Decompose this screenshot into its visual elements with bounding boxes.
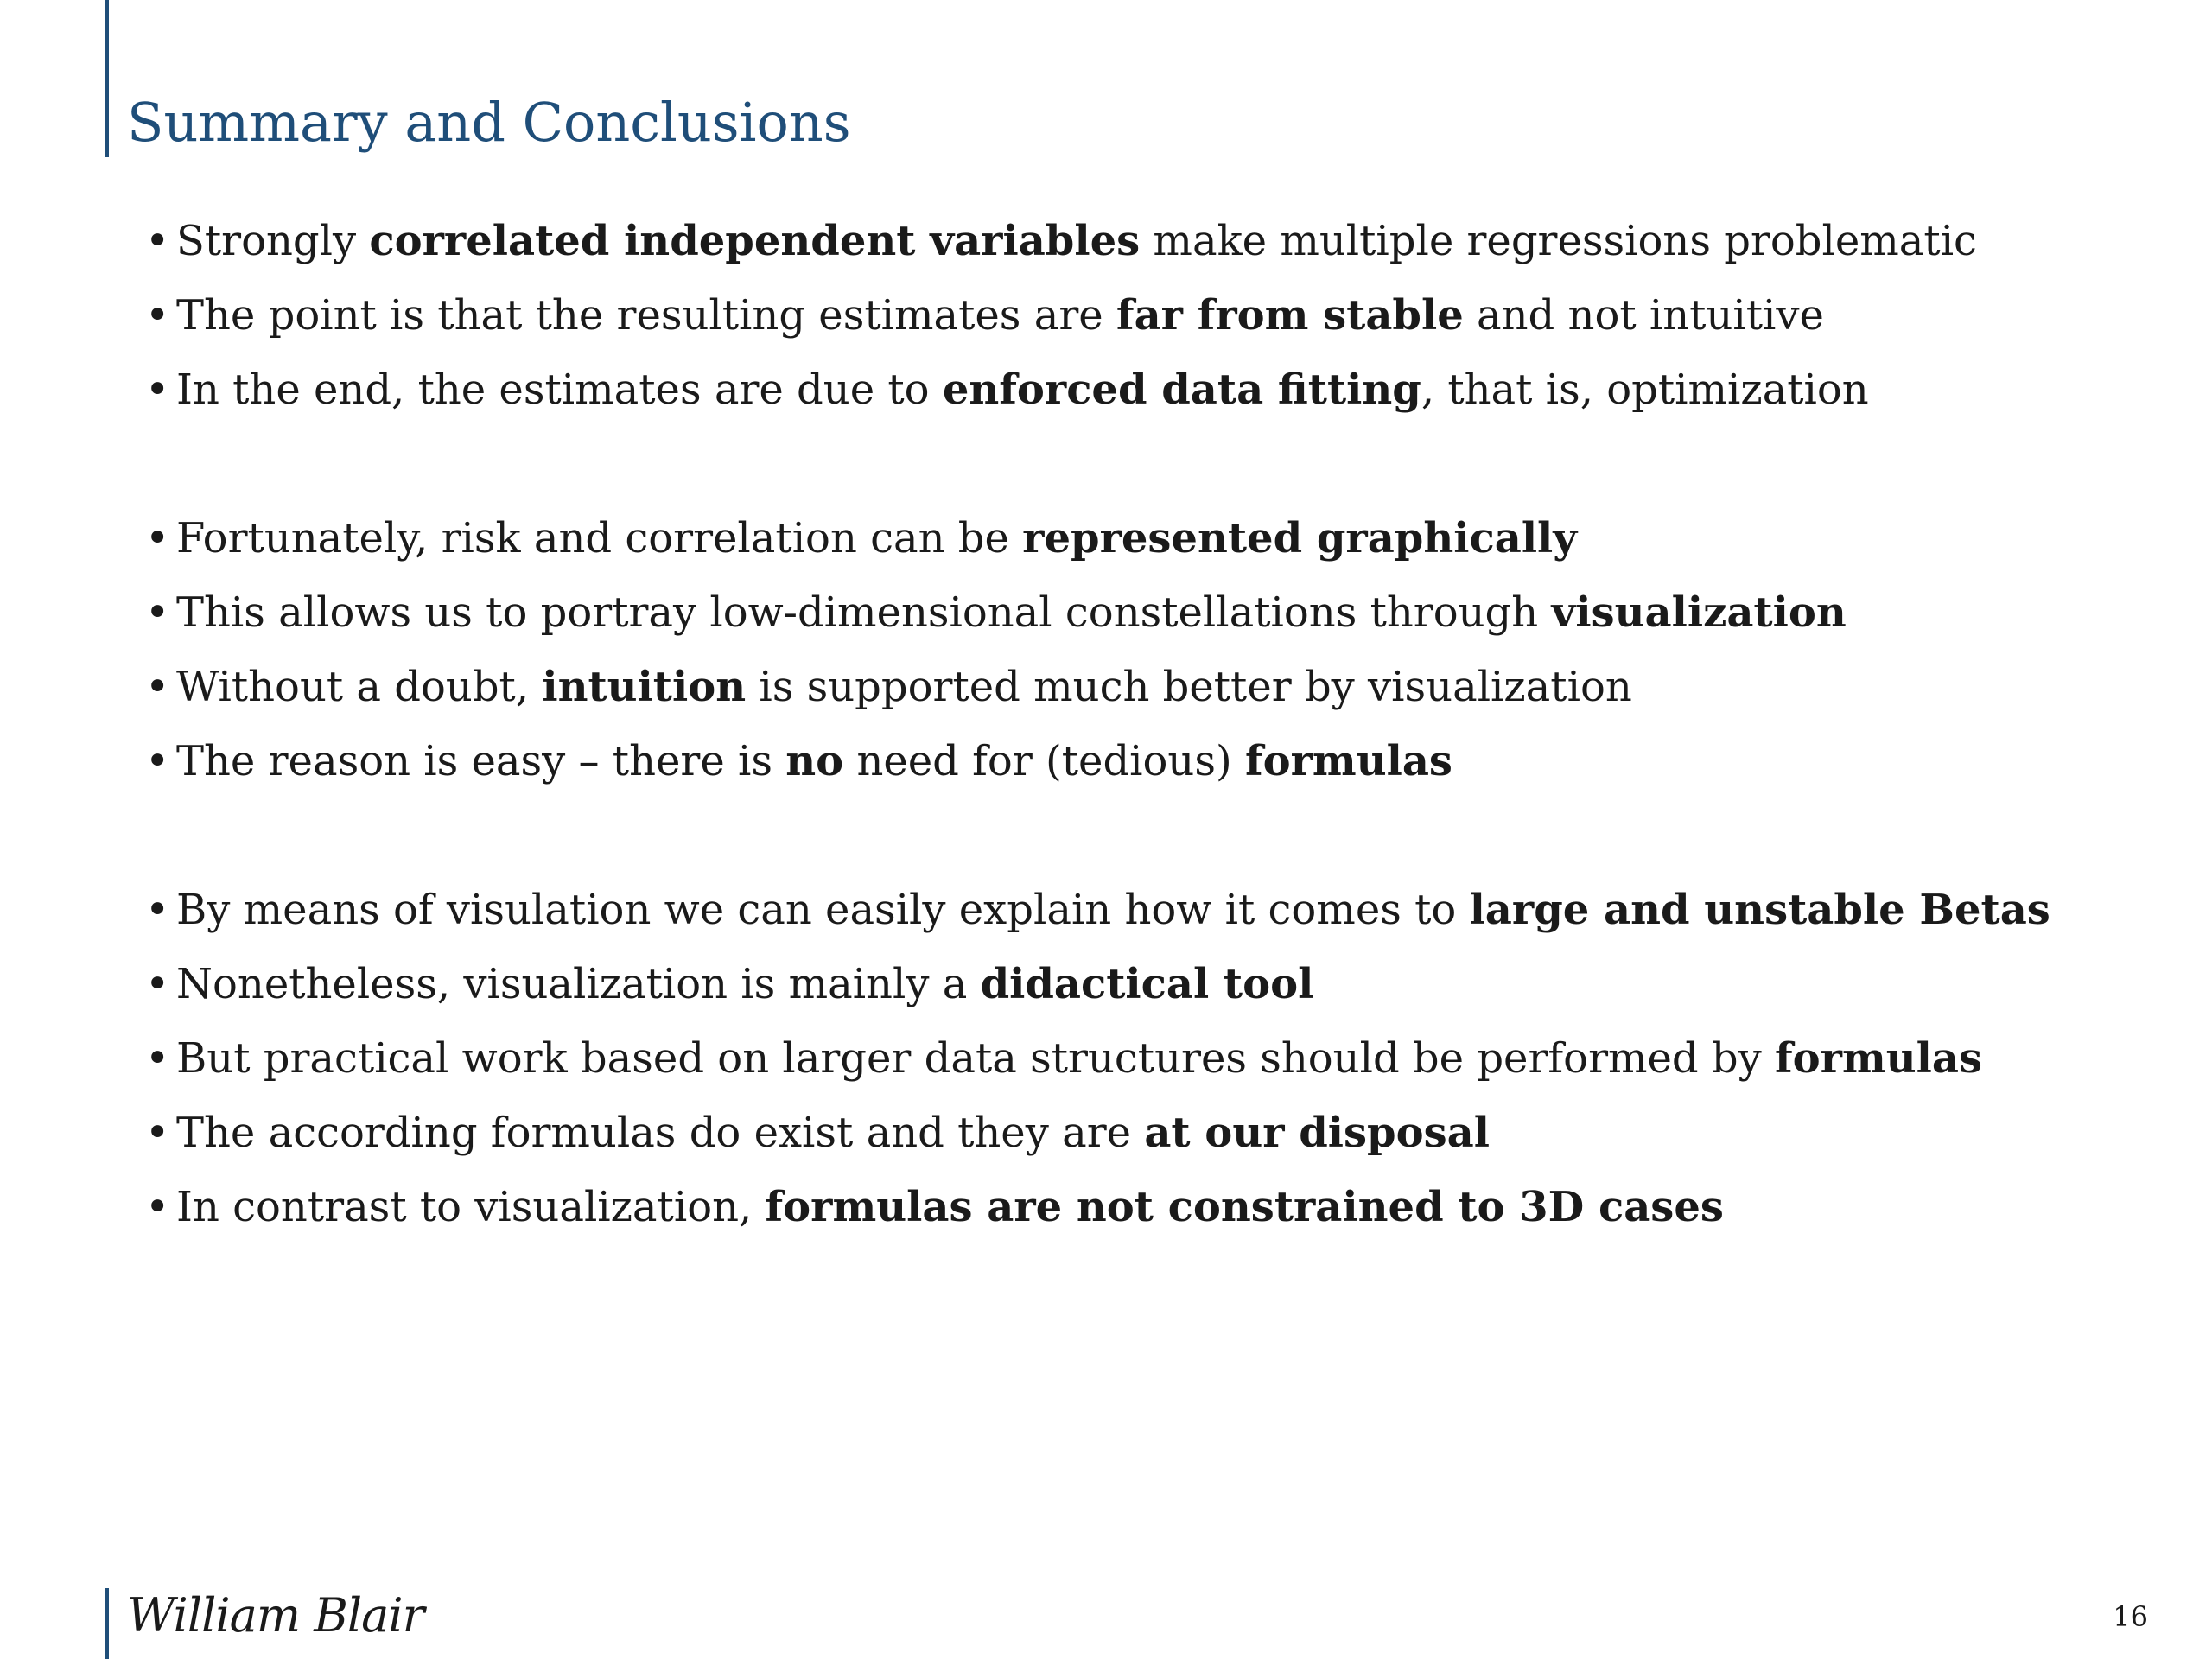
bullet-item: • The point is that the resulting estimates are far from stable and not intuitive <box>145 278 2133 353</box>
bullet-marker: • <box>145 1109 170 1157</box>
bullet-marker: • <box>145 886 170 934</box>
bullet-marker: • <box>145 1034 170 1083</box>
bullet-list <box>145 204 2133 1244</box>
bullet-item: • By means of visulation we can easily explain how it comes to large and unstable Betas <box>145 873 2133 947</box>
bullet-item: • The according formulas do exist and they are at our disposal <box>145 1096 2133 1170</box>
bullet-marker: • <box>145 514 170 563</box>
bullet-marker: • <box>145 588 170 637</box>
bullet-item: • In the end, the estimates are due to enforced data fitting, that is, optimization <box>145 353 2133 427</box>
title-accent-bar <box>105 0 109 157</box>
bullet-item: • Strongly correlated independent variables make multiple regressions problematic <box>145 204 2133 278</box>
group-spacer <box>145 798 2133 873</box>
bullet-item: • This allows us to portray low-dimensional constellations through visualization <box>145 575 2133 650</box>
william-blair-logo: William Blair <box>127 1588 424 1643</box>
page-title: Summary and Conclusions <box>127 91 851 154</box>
bullet-marker: • <box>145 217 170 265</box>
bullet-marker: • <box>145 1183 170 1231</box>
bullet-item: • Without a doubt, intuition is supported much better by visualization <box>145 650 2133 724</box>
footer-accent-bar <box>105 1588 109 1659</box>
bullet-item: • Fortunately, risk and correlation can be represented graphically <box>145 501 2133 575</box>
bullet-item: • Nonetheless, visualization is mainly a didactical tool <box>145 947 2133 1021</box>
page-number: 16 <box>2113 1600 2148 1633</box>
group-spacer <box>145 427 2133 501</box>
bullet-marker: • <box>145 365 170 414</box>
bullet-marker: • <box>145 737 170 785</box>
bullet-marker: • <box>145 663 170 711</box>
bullet-item: • But practical work based on larger data structures should be performed by formulas <box>145 1021 2133 1096</box>
bullet-item: • In contrast to visualization, formulas are not constrained to 3D cases <box>145 1170 2133 1244</box>
bullet-marker: • <box>145 291 170 340</box>
bullet-item: • The reason is easy – there is no need for (tedious) formulas <box>145 724 2133 798</box>
bullet-marker: • <box>145 960 170 1008</box>
